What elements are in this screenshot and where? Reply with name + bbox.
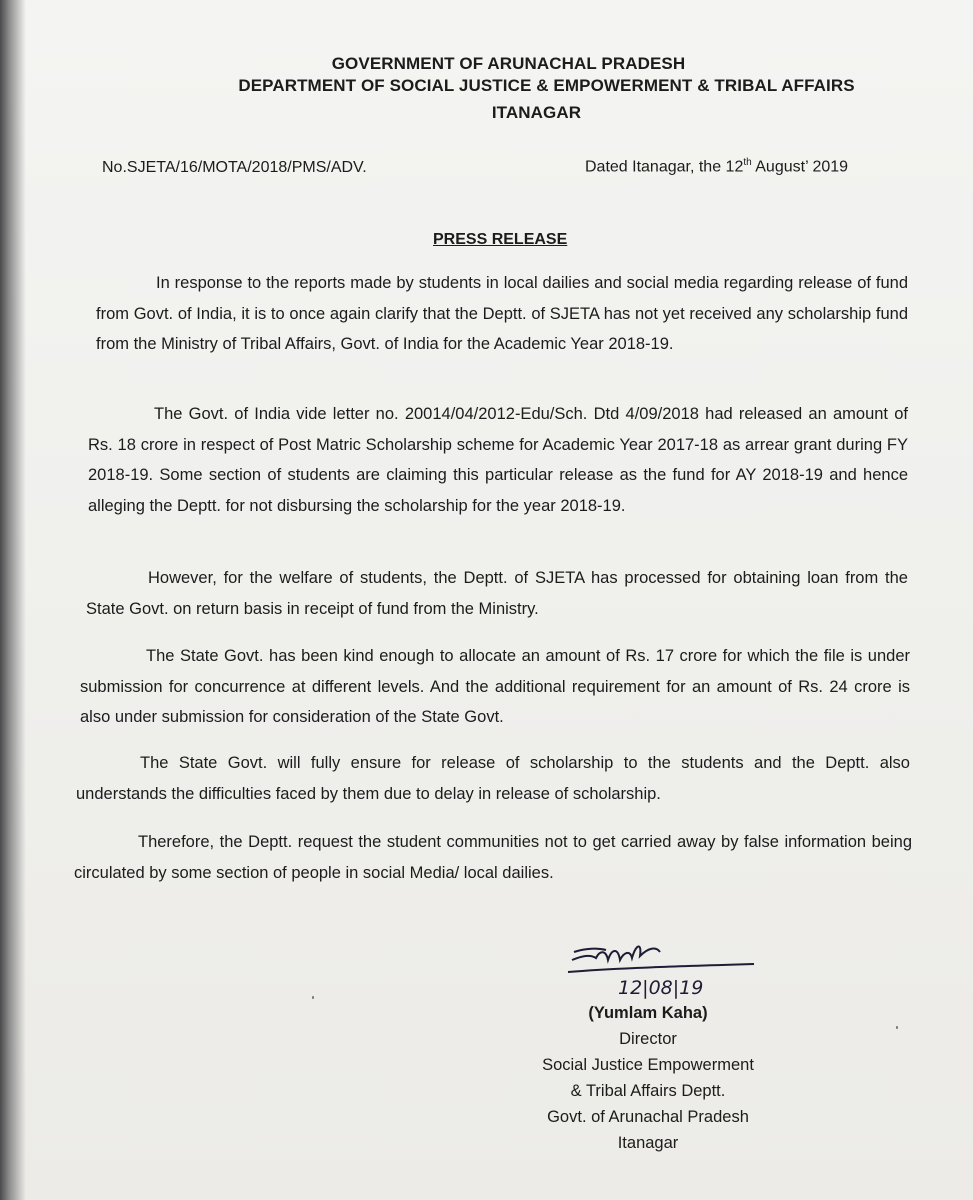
page-edge-shadow	[0, 0, 26, 1200]
paragraph-3: However, for the welfare of students, the Deptt. of SJETA has processed for obtaining loan from the State Govt. on return basis in receipt of fund from the Ministry.	[86, 569, 908, 618]
office-line-4: Itanagar	[617, 1134, 679, 1152]
paper-speck	[312, 996, 314, 999]
signatory-designation: Director	[619, 1030, 677, 1048]
press-release-title: PRESS RELEASE	[433, 231, 568, 248]
handwritten-date: 12|08|19	[618, 977, 704, 999]
paragraph-2: The Govt. of India vide letter no. 20014/04/2012-Edu/Sch. Dtd 4/09/2018 had released an amount of Rs. 18 crore in respect of Post Matric Scholarship scheme for Academic Year 2017-18 as arrear grant during FY 2018-19. Some section of students are claiming this particular release as the fund for AY 2018-19 and hence alleging the Deptt. for not disbursing the scholarship for the year 2018-19.	[88, 405, 908, 515]
paper-speck	[896, 1026, 898, 1029]
dated-suffix: August’ 2019	[751, 158, 849, 176]
letterhead-department: DEPARTMENT OF SOCIAL JUSTICE & EMPOWERMENT & TRIBAL AFFAIRS	[238, 76, 855, 95]
signatory-name: (Yumlam Kaha)	[588, 1004, 708, 1022]
letterhead-city: ITANAGAR	[491, 103, 582, 122]
paragraph-1: In response to the reports made by students in local dailies and social media regarding release of fund from Govt. of India, it is to once again clarify that the Deptt. of SJETA has not yet received any scholarship fund from the Ministry of Tribal Affairs, Govt. of India for the Academic Year 2018-19.	[96, 274, 908, 353]
dated-line	[585, 157, 848, 176]
dated-prefix: Dated Itanagar, the 12	[585, 158, 744, 176]
reference-number: No.SJETA/16/MOTA/2018/PMS/ADV.	[102, 159, 367, 176]
office-line-2: & Tribal Affairs Deptt.	[570, 1082, 726, 1100]
signature-block	[508, 1000, 788, 1156]
dated-ordinal: th	[743, 157, 752, 168]
office-line-1: Social Justice Empowerment	[542, 1056, 754, 1074]
paragraph-5: The State Govt. will fully ensure for release of scholarship to the students and the Deptt. also understands the difficulties faced by them due to delay in release of scholarship.	[76, 754, 910, 803]
paragraph-6: Therefore, the Deptt. request the student communities not to get carried away by false information being circulated by some section of people in social Media/ local dailies.	[74, 833, 912, 882]
paragraph-4: The State Govt. has been kind enough to allocate an amount of Rs. 17 crore for which the file is under submission for concurrence at different levels. And the additional requirement for an amount of Rs. 24 crore is also under submission for consideration of the State Govt.	[80, 647, 910, 726]
office-line-3: Govt. of Arunachal Pradesh	[547, 1108, 749, 1126]
letterhead-government: GOVERNMENT OF ARUNACHAL PRADESH	[331, 54, 686, 73]
handwritten-signature	[556, 938, 756, 1000]
